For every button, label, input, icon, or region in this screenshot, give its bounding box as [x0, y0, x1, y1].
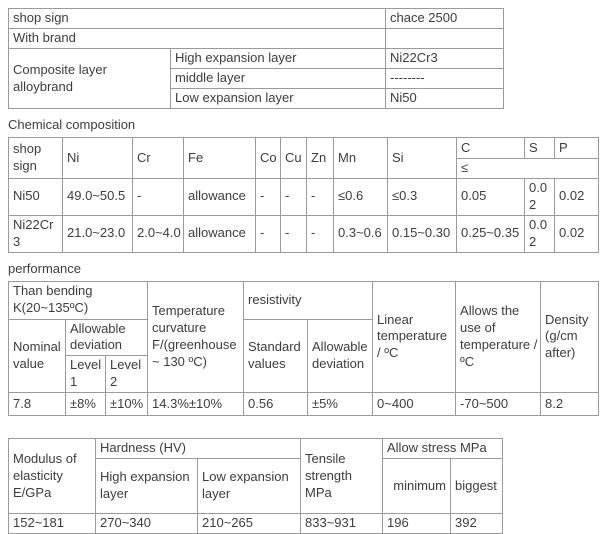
product-id-table	[8, 8, 504, 109]
mech-header-hardness: Hardness (HV)	[96, 439, 301, 459]
perf-header-allowed-temp: Allows the use of temperature / ºC	[456, 281, 541, 393]
table-cell: ±8%	[66, 393, 106, 416]
high-expansion-layer-value: Ni22Cr3	[386, 49, 504, 69]
chem-header-cr: Cr	[133, 138, 184, 179]
perf-header-nominal: Nominal value	[9, 319, 66, 393]
table-row	[9, 393, 599, 416]
performance-table	[8, 281, 599, 417]
table-cell: ±10%	[106, 393, 148, 416]
mech-header-biggest: biggest	[451, 459, 503, 514]
table-row	[9, 179, 599, 216]
table-cell: 270~340	[96, 514, 198, 534]
perf-header-level2: Level 2	[106, 356, 148, 393]
with-brand-value	[386, 29, 504, 49]
composite-layer-label: Composite layer alloybrand	[9, 49, 171, 109]
chem-header-p: P	[555, 138, 599, 159]
table-cell: ≤0.6	[334, 179, 388, 216]
perf-header-allowable-deviation: Allowable deviation	[66, 319, 148, 356]
table-cell: 0.05	[457, 179, 525, 216]
perf-header-standard-values: Standard values	[244, 319, 308, 393]
table-cell: -	[133, 179, 184, 216]
table-cell: 0.56	[244, 393, 308, 416]
mech-header-minimum: minimum	[383, 459, 451, 514]
table-cell: 0~400	[373, 393, 456, 416]
mech-header-allow-stress: Allow stress MPa	[383, 439, 503, 459]
perf-header-level1: Level 1	[66, 356, 106, 393]
table-cell: -70~500	[456, 393, 541, 416]
table-cell: 49.0~50.5	[63, 179, 133, 216]
table-cell: allowance	[184, 215, 256, 252]
table-cell: ±5%	[308, 393, 373, 416]
table-cell: 0.02	[525, 179, 555, 216]
table-header-row	[9, 138, 599, 159]
table-cell: 833~931	[301, 514, 383, 534]
table-cell: 21.0~23.0	[63, 215, 133, 252]
chem-header-shop-sign: shop sign	[9, 138, 63, 179]
table-cell: 196	[383, 514, 451, 534]
table-cell: 0.02	[555, 179, 599, 216]
table-cell: 14.3%±10%	[148, 393, 244, 416]
mech-header-modulus: Modulus of elasticity E/GPa	[9, 439, 96, 514]
table-cell: -	[307, 179, 334, 216]
chem-header-fe: Fe	[184, 138, 256, 179]
chem-header-si: Si	[388, 138, 457, 179]
table-cell: 7.8	[9, 393, 66, 416]
section-title-chemical: Chemical composition	[8, 117, 136, 132]
chem-header-s: S	[525, 138, 555, 159]
mech-header-hardness-high: High expansion layer	[96, 459, 198, 514]
perf-header-temp-curvature: Temperature curvature F/(greenhouse ~ 130 ºC)	[148, 281, 244, 393]
middle-layer-label: middle layer	[171, 69, 386, 89]
mech-header-hardness-low: Low expansion layer	[198, 459, 301, 514]
table-cell: -	[281, 179, 307, 216]
table-cell: 8.2	[541, 393, 599, 416]
mech-header-tensile: Tensile strength MPa	[301, 439, 383, 514]
table-cell: ≤0.3	[388, 179, 457, 216]
middle-layer-value: --------	[386, 69, 504, 89]
perf-header-density: Density (g/cm after)	[541, 281, 599, 393]
table-cell: -	[256, 179, 281, 216]
chem-header-mn: Mn	[334, 138, 388, 179]
table-cell: Ni50	[9, 179, 63, 216]
perf-header-linear-temp: Linear temperature / ºC	[373, 281, 456, 393]
chemical-composition-table	[8, 137, 599, 253]
table-cell: Ni22Cr3	[9, 215, 63, 252]
table-cell: 2.0~4.0	[133, 215, 184, 252]
perf-header-bending: Than bending K(20~135ºC)	[9, 281, 148, 319]
table-cell: -	[281, 215, 307, 252]
high-expansion-layer-label: High expansion layer	[171, 49, 386, 69]
perf-header-resistivity-deviation: Allowable deviation	[308, 319, 373, 393]
table-cell: 0.15~0.30	[388, 215, 457, 252]
table-cell: 392	[451, 514, 503, 534]
table-cell: 210~265	[198, 514, 301, 534]
table-row	[9, 9, 504, 29]
chem-header-c: C	[457, 138, 525, 159]
chem-limit-symbol: ≤	[457, 159, 599, 179]
table-row	[9, 49, 504, 69]
low-expansion-layer-value: Ni50	[386, 89, 504, 109]
chem-header-ni: Ni	[63, 138, 133, 179]
perf-header-resistivity: resistivity	[244, 281, 373, 319]
table-cell: allowance	[184, 179, 256, 216]
mechanical-properties-table	[8, 438, 503, 534]
with-brand-label: With brand	[9, 29, 386, 49]
table-cell: -	[307, 215, 334, 252]
table-cell: 152~181	[9, 514, 96, 534]
chem-header-zn: Zn	[307, 138, 334, 179]
table-row	[9, 215, 599, 252]
table-cell: -	[256, 215, 281, 252]
table-cell: 0.02	[555, 215, 599, 252]
chem-header-co: Co	[256, 138, 281, 179]
shop-sign-value: chace 2500	[386, 9, 504, 29]
table-header-row	[9, 439, 503, 459]
low-expansion-layer-label: Low expansion layer	[171, 89, 386, 109]
shop-sign-label: shop sign	[9, 9, 386, 29]
table-row	[9, 514, 503, 534]
section-title-performance: performance	[8, 260, 81, 276]
table-cell: 0.3~0.6	[334, 215, 388, 252]
table-row	[9, 29, 504, 49]
table-cell: 0.25~0.35	[457, 215, 525, 252]
table-cell: 0.02	[525, 215, 555, 252]
table-header-row	[9, 281, 599, 319]
chem-header-cu: Cu	[281, 138, 307, 179]
